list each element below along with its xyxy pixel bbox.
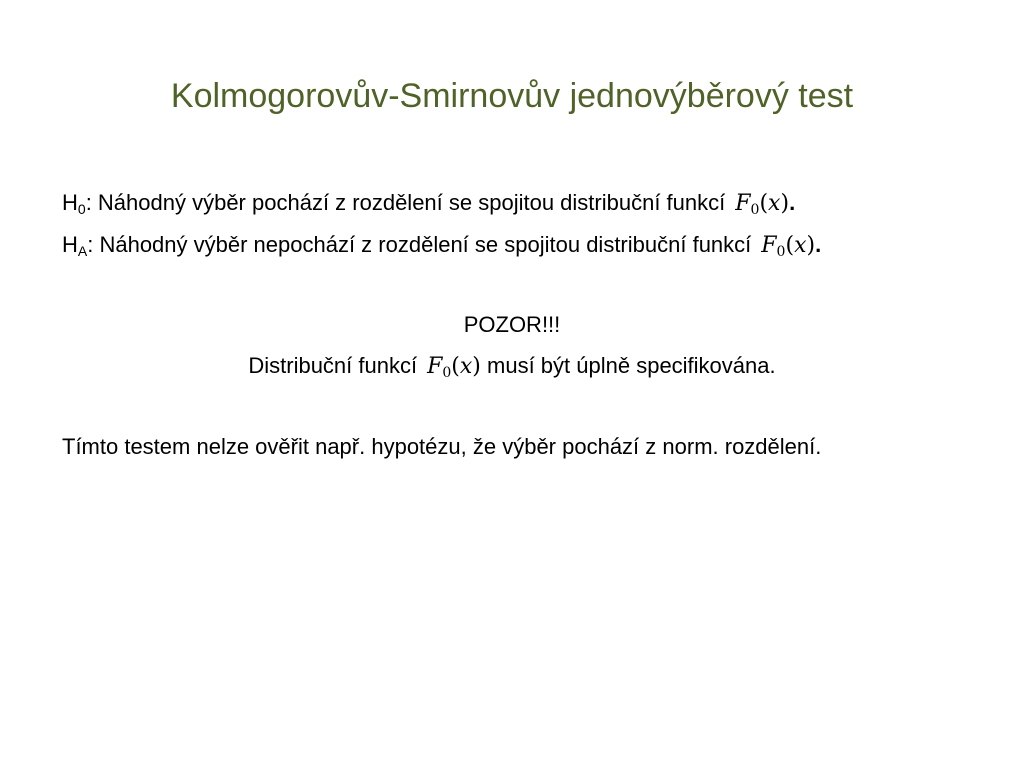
- formula-function: F: [427, 354, 443, 379]
- hypothesis-text: : Náhodný výběr nepochází z rozdělení se spojitou distribuční funkcí: [87, 232, 752, 257]
- null-hypothesis-line: [62, 188, 795, 219]
- test-limitation-note: Tímto testem nelze ověřit např. hypotézu, že výběr pochází z norm. rozdělení.: [62, 434, 822, 459]
- distribution-note: [0, 351, 1024, 382]
- line-end-period: .: [815, 232, 822, 257]
- formula-close-paren: ): [780, 191, 790, 216]
- formula-variable: x: [459, 354, 473, 379]
- distribution-note-after: musí být úplně specifikována.: [487, 353, 776, 378]
- distribution-note-before: Distribuční funkcí: [248, 353, 418, 378]
- formula-f0x: [735, 191, 789, 216]
- warning-heading: POZOR!!!: [463, 312, 561, 337]
- formula-subscript: 0: [776, 244, 786, 260]
- formula-variable: x: [794, 233, 807, 258]
- hypothesis-subscript: 0: [77, 201, 86, 217]
- formula-open-paren: (: [759, 191, 769, 216]
- formula-subscript: 0: [750, 202, 760, 218]
- formula-variable: x: [768, 191, 781, 216]
- formula-open-paren: (: [451, 354, 460, 379]
- formula-close-paren: ): [472, 354, 481, 379]
- hypothesis-symbol: H: [62, 232, 78, 257]
- formula-subscript: 0: [442, 365, 452, 381]
- formula-open-paren: (: [785, 233, 795, 258]
- slide-title: Kolmogorovův-Smirnovův jednovýběrový test: [170, 77, 854, 115]
- formula-function: F: [735, 191, 751, 216]
- line-end-period: .: [789, 190, 796, 215]
- alternative-hypothesis-line: [62, 230, 821, 261]
- formula-function: F: [761, 233, 777, 258]
- formula-f0x: [761, 233, 815, 258]
- hypothesis-subscript: A: [77, 243, 88, 259]
- hypothesis-symbol: H: [62, 190, 78, 215]
- formula-close-paren: ): [806, 233, 816, 258]
- hypothesis-text: : Náhodný výběr pochází z rozdělení se spojitou distribuční funkcí: [85, 190, 726, 215]
- formula-f0x: [427, 354, 481, 379]
